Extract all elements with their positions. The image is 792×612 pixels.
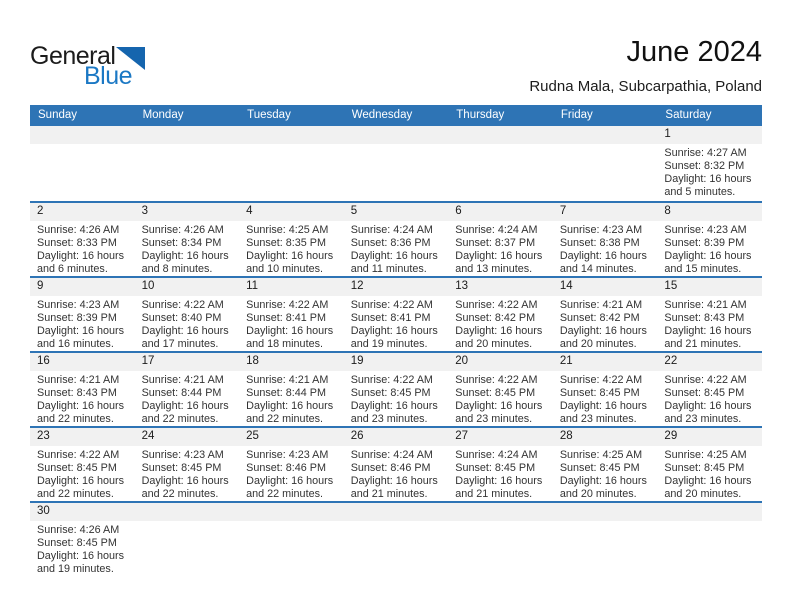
calendar-day-cell [553, 221, 658, 276]
daylight-text-2: and 5 minutes. [664, 186, 736, 198]
daylight-text-2: and 19 minutes. [37, 563, 114, 575]
calendar-day-cell [135, 521, 240, 576]
calendar-day-cell [30, 521, 135, 576]
logo-text-blue: Blue [84, 62, 133, 90]
daylight-text-2: and 23 minutes. [559, 413, 637, 425]
calendar-day-cell [239, 521, 344, 576]
day-number: 4 [246, 205, 253, 217]
daylight-text: Daylight: 16 hours [455, 400, 543, 412]
daylight-text: Daylight: 16 hours [664, 173, 752, 185]
weekday-tuesday: Tuesday [247, 109, 291, 121]
sunset-text: Sunset: 8:44 PM [246, 387, 326, 399]
sunrise-text: Sunrise: 4:22 AM [350, 374, 433, 386]
calendar-table [30, 105, 762, 576]
day-number: 30 [37, 505, 50, 517]
calendar-day-cell [135, 221, 240, 276]
weekday-sunday: Sunday [38, 109, 78, 121]
day-number: 29 [664, 430, 678, 442]
week-row [30, 126, 762, 201]
daylight-text-2: and 21 minutes. [664, 338, 742, 350]
daylight-text-2: and 22 minutes. [246, 413, 323, 425]
weekday-wednesday: Wednesday [351, 109, 413, 121]
day-number [657, 503, 762, 521]
day-number [344, 503, 449, 521]
day-number: 27 [455, 430, 469, 442]
daylight-text-2: and 23 minutes. [664, 413, 742, 425]
day-details-row [30, 446, 762, 501]
calendar-day-cell [657, 521, 762, 576]
day-number [344, 126, 449, 144]
sunset-text: Sunset: 8:34 PM [141, 237, 222, 249]
calendar-day-cell [448, 521, 553, 576]
day-number: 11 [246, 280, 259, 292]
week-row [30, 201, 762, 276]
day-number-strip [30, 503, 762, 521]
daylight-text: Daylight: 16 hours [664, 400, 752, 412]
daylight-text-2: and 13 minutes. [455, 263, 533, 275]
calendar-day-cell [135, 144, 240, 199]
calendar-day-cell [239, 144, 344, 199]
daylight-text: Daylight: 16 hours [559, 475, 647, 487]
daylight-text-2: and 22 minutes. [37, 488, 114, 500]
sunset-text: Sunset: 8:33 PM [37, 237, 117, 249]
daylight-text-2: and 22 minutes. [141, 413, 219, 425]
calendar-day-cell [239, 221, 344, 276]
daylight-text: Daylight: 16 hours [350, 400, 438, 412]
day-number [135, 503, 240, 521]
calendar-day-cell [657, 296, 762, 351]
sunset-text: Sunset: 8:45 PM [455, 387, 536, 399]
sunrise-text: Sunrise: 4:21 AM [246, 374, 329, 386]
day-number [448, 503, 553, 521]
calendar-day-cell [30, 221, 135, 276]
daylight-text-2: and 20 minutes. [559, 488, 637, 500]
daylight-text: Daylight: 16 hours [664, 475, 752, 487]
sunset-text: Sunset: 8:42 PM [559, 312, 640, 324]
sunset-text: Sunset: 8:32 PM [664, 160, 745, 172]
sunrise-text: Sunrise: 4:22 AM [141, 299, 224, 311]
daylight-text: Daylight: 16 hours [37, 250, 125, 262]
daylight-text: Daylight: 16 hours [455, 250, 543, 262]
daylight-text: Daylight: 16 hours [141, 325, 229, 337]
sunset-text: Sunset: 8:43 PM [37, 387, 117, 399]
daylight-text: Daylight: 16 hours [141, 250, 229, 262]
day-number: 10 [141, 280, 155, 292]
day-number-strip [30, 353, 762, 371]
calendar-day-cell [239, 296, 344, 351]
daylight-text: Daylight: 16 hours [350, 325, 438, 337]
week-row [30, 426, 762, 501]
sunrise-text: Sunrise: 4:23 AM [664, 224, 747, 236]
day-details-row [30, 371, 762, 426]
calendar-day-cell [30, 446, 135, 501]
sunset-text: Sunset: 8:45 PM [664, 387, 745, 399]
calendar-day-cell [657, 221, 762, 276]
weekday-friday: Friday [560, 109, 593, 121]
weeks-container [30, 126, 762, 576]
weekday-saturday: Saturday [665, 109, 712, 121]
sunrise-text: Sunrise: 4:21 AM [559, 299, 643, 311]
day-number: 26 [350, 430, 364, 442]
sunset-text: Sunset: 8:46 PM [350, 462, 431, 474]
sunrise-text: Sunrise: 4:26 AM [37, 524, 120, 536]
day-number: 23 [37, 430, 50, 442]
calendar-day-cell [344, 521, 449, 576]
daylight-text: Daylight: 16 hours [37, 400, 125, 412]
daylight-text-2: and 21 minutes. [350, 488, 428, 500]
daylight-text-2: and 23 minutes. [455, 413, 533, 425]
day-number-strip [30, 278, 762, 296]
week-row [30, 276, 762, 351]
sunrise-text: Sunrise: 4:24 AM [350, 224, 433, 236]
day-number [30, 126, 135, 144]
daylight-text: Daylight: 16 hours [141, 400, 229, 412]
day-number: 13 [455, 280, 469, 292]
sunrise-text: Sunrise: 4:25 AM [664, 449, 747, 461]
weekday-header-row [30, 105, 762, 126]
day-number: 15 [664, 280, 678, 292]
day-number: 1 [664, 128, 671, 140]
day-number: 18 [246, 355, 259, 367]
day-number: 22 [664, 355, 678, 367]
day-details-row [30, 221, 762, 276]
daylight-text-2: and 19 minutes. [350, 338, 428, 350]
daylight-text: Daylight: 16 hours [37, 550, 125, 562]
sunrise-text: Sunrise: 4:23 AM [246, 449, 329, 461]
day-details-row [30, 296, 762, 351]
sunset-text: Sunset: 8:35 PM [246, 237, 326, 249]
day-number [553, 126, 658, 144]
sunset-text: Sunset: 8:45 PM [37, 537, 117, 549]
weekday-thursday: Thursday [456, 109, 505, 121]
sunrise-text: Sunrise: 4:24 AM [455, 449, 538, 461]
sunrise-text: Sunrise: 4:22 AM [455, 299, 538, 311]
sunrise-text: Sunrise: 4:24 AM [455, 224, 538, 236]
sunset-text: Sunset: 8:40 PM [141, 312, 222, 324]
weekday-monday: Monday [142, 109, 184, 121]
calendar-day-cell [657, 371, 762, 426]
daylight-text-2: and 22 minutes. [246, 488, 323, 500]
daylight-text-2: and 22 minutes. [37, 413, 114, 425]
day-number: 24 [141, 430, 155, 442]
day-number: 12 [350, 280, 364, 292]
daylight-text-2: and 20 minutes. [664, 488, 742, 500]
location-subtitle: Rudna Mala, Subcarpathia, Poland [529, 78, 762, 95]
day-number: 6 [455, 205, 462, 217]
daylight-text: Daylight: 16 hours [559, 400, 647, 412]
sunrise-text: Sunrise: 4:22 AM [350, 299, 433, 311]
calendar-day-cell [30, 144, 135, 199]
daylight-text-2: and 22 minutes. [141, 488, 219, 500]
sunrise-text: Sunrise: 4:26 AM [37, 224, 120, 236]
week-row [30, 351, 762, 426]
day-number-strip [30, 203, 762, 221]
day-number: 19 [350, 355, 364, 367]
day-number: 8 [664, 205, 671, 217]
sunset-text: Sunset: 8:42 PM [455, 312, 536, 324]
daylight-text: Daylight: 16 hours [455, 325, 543, 337]
calendar-day-cell [553, 144, 658, 199]
daylight-text: Daylight: 16 hours [664, 250, 752, 262]
sunset-text: Sunset: 8:38 PM [559, 237, 640, 249]
calendar-day-cell [135, 446, 240, 501]
sunset-text: Sunset: 8:45 PM [37, 462, 117, 474]
sunset-text: Sunset: 8:45 PM [559, 462, 640, 474]
daylight-text: Daylight: 16 hours [246, 475, 334, 487]
daylight-text-2: and 18 minutes. [246, 338, 323, 350]
day-number [239, 503, 344, 521]
sunset-text: Sunset: 8:39 PM [664, 237, 745, 249]
sunrise-text: Sunrise: 4:23 AM [37, 299, 120, 311]
day-number: 16 [37, 355, 50, 367]
day-number [135, 126, 240, 144]
day-number: 7 [559, 205, 567, 217]
calendar-day-cell [344, 371, 449, 426]
day-details-row [30, 521, 762, 576]
day-number: 3 [141, 205, 148, 217]
calendar-day-cell [553, 296, 658, 351]
sunset-text: Sunset: 8:45 PM [559, 387, 640, 399]
calendar-day-cell [344, 296, 449, 351]
sunset-text: Sunset: 8:45 PM [141, 462, 222, 474]
daylight-text: Daylight: 16 hours [350, 250, 438, 262]
general-blue-logo [30, 44, 145, 89]
sunrise-text: Sunrise: 4:22 AM [37, 449, 120, 461]
day-number: 5 [350, 205, 358, 217]
sunrise-text: Sunrise: 4:27 AM [664, 147, 747, 159]
daylight-text: Daylight: 16 hours [37, 475, 125, 487]
sunrise-text: Sunrise: 4:22 AM [455, 374, 538, 386]
sunrise-text: Sunrise: 4:23 AM [141, 449, 224, 461]
sunset-text: Sunset: 8:37 PM [455, 237, 536, 249]
daylight-text-2: and 23 minutes. [350, 413, 428, 425]
day-number-strip [30, 428, 762, 446]
calendar-header [529, 36, 762, 95]
daylight-text: Daylight: 16 hours [246, 400, 334, 412]
sunrise-text: Sunrise: 4:22 AM [664, 374, 747, 386]
calendar-day-cell [239, 371, 344, 426]
calendar-day-cell [448, 144, 553, 199]
sunset-text: Sunset: 8:41 PM [350, 312, 431, 324]
calendar-day-cell [344, 144, 449, 199]
sunrise-text: Sunrise: 4:25 AM [559, 449, 643, 461]
daylight-text: Daylight: 16 hours [37, 325, 125, 337]
day-number [553, 503, 658, 521]
daylight-text-2: and 16 minutes. [37, 338, 114, 350]
daylight-text-2: and 14 minutes. [559, 263, 637, 275]
daylight-text-2: and 11 minutes. [350, 263, 427, 275]
sunset-text: Sunset: 8:44 PM [141, 387, 222, 399]
calendar-day-cell [553, 371, 658, 426]
calendar-day-cell [344, 446, 449, 501]
sunset-text: Sunset: 8:45 PM [455, 462, 536, 474]
daylight-text: Daylight: 16 hours [350, 475, 438, 487]
daylight-text: Daylight: 16 hours [664, 325, 752, 337]
sunrise-text: Sunrise: 4:25 AM [246, 224, 329, 236]
day-number: 17 [141, 355, 155, 367]
day-number: 9 [37, 280, 44, 292]
sunrise-text: Sunrise: 4:22 AM [246, 299, 329, 311]
sunset-text: Sunset: 8:39 PM [37, 312, 117, 324]
sunset-text: Sunset: 8:45 PM [664, 462, 745, 474]
daylight-text-2: and 21 minutes. [455, 488, 533, 500]
day-number: 25 [246, 430, 259, 442]
calendar-day-cell [30, 296, 135, 351]
sunset-text: Sunset: 8:46 PM [246, 462, 326, 474]
daylight-text: Daylight: 16 hours [246, 250, 334, 262]
calendar-day-cell [344, 221, 449, 276]
calendar-day-cell [135, 296, 240, 351]
calendar-day-cell [135, 371, 240, 426]
day-number: 14 [559, 280, 573, 292]
sunset-text: Sunset: 8:43 PM [664, 312, 745, 324]
daylight-text-2: and 10 minutes. [246, 263, 323, 275]
sunrise-text: Sunrise: 4:21 AM [664, 299, 747, 311]
daylight-text: Daylight: 16 hours [559, 325, 647, 337]
sunset-text: Sunset: 8:41 PM [246, 312, 326, 324]
calendar-day-cell [553, 521, 658, 576]
logo-text-general: General [30, 42, 116, 70]
sunset-text: Sunset: 8:36 PM [350, 237, 431, 249]
sunrise-text: Sunrise: 4:21 AM [141, 374, 224, 386]
day-number: 28 [559, 430, 573, 442]
calendar-day-cell [448, 221, 553, 276]
sunrise-text: Sunrise: 4:23 AM [559, 224, 643, 236]
daylight-text-2: and 8 minutes. [141, 263, 213, 275]
daylight-text: Daylight: 16 hours [246, 325, 334, 337]
day-number [239, 126, 344, 144]
calendar-day-cell [448, 371, 553, 426]
calendar-day-cell [553, 446, 658, 501]
day-number: 2 [37, 205, 44, 217]
sunset-text: Sunset: 8:45 PM [350, 387, 431, 399]
calendar-day-cell [448, 446, 553, 501]
day-details-row [30, 144, 762, 199]
calendar-day-cell [448, 296, 553, 351]
month-title: June 2024 [626, 36, 762, 68]
daylight-text: Daylight: 16 hours [141, 475, 229, 487]
sunrise-text: Sunrise: 4:21 AM [37, 374, 120, 386]
daylight-text-2: and 15 minutes. [664, 263, 742, 275]
daylight-text: Daylight: 16 hours [559, 250, 647, 262]
sunrise-text: Sunrise: 4:24 AM [350, 449, 433, 461]
calendar-day-cell [30, 371, 135, 426]
day-number: 20 [455, 355, 469, 367]
week-row [30, 501, 762, 576]
daylight-text-2: and 17 minutes. [141, 338, 219, 350]
day-number: 21 [559, 355, 573, 367]
sunrise-text: Sunrise: 4:22 AM [559, 374, 643, 386]
sunrise-text: Sunrise: 4:26 AM [141, 224, 224, 236]
day-number [448, 126, 553, 144]
day-number-strip [30, 126, 762, 144]
calendar-day-cell [657, 144, 762, 199]
calendar-day-cell [239, 446, 344, 501]
daylight-text-2: and 20 minutes. [559, 338, 637, 350]
calendar-day-cell [657, 446, 762, 501]
daylight-text-2: and 6 minutes. [37, 263, 108, 275]
daylight-text-2: and 20 minutes. [455, 338, 533, 350]
daylight-text: Daylight: 16 hours [455, 475, 543, 487]
